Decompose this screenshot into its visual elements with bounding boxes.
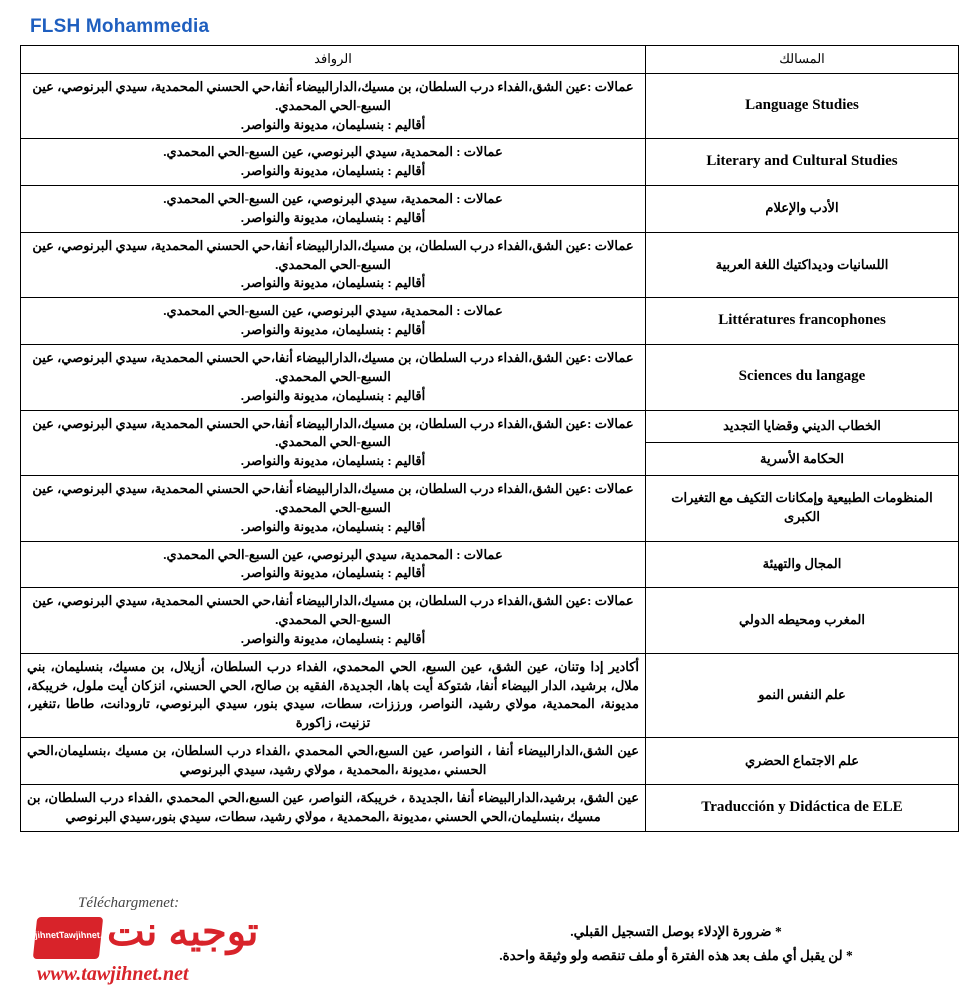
table-row [21, 588, 959, 654]
table-row [21, 232, 959, 298]
cell-masalik: Sciences du langage [646, 344, 959, 410]
logo-website-url: www.tawjihnet.net [37, 963, 189, 985]
cell-masalik: المجال والتهيئة [646, 541, 959, 588]
cell-masalik: Littératures francophones [646, 298, 959, 345]
cell-masalik: Language Studies [646, 73, 959, 139]
cell-rawafid: عمالات :عين الشق،الفداء درب السلطان، بن مسيك،الدارالبيضاء أنفا،حي الحسني المحمدية، سيدي البرنوصي، عين السبع-الحي المحمدي. أقاليم : بنسليمان، مديونة والنواصر. [21, 73, 646, 139]
page-title: FLSH Mohammedia [30, 16, 210, 37]
tawjihnet-logo [19, 910, 335, 985]
table-row [21, 298, 959, 345]
cell-rawafid: عمالات :عين الشق،الفداء درب السلطان، بن مسيك،الدارالبيضاء أنفا،حي الحسني المحمدية، سيدي البرنوصي، عين السبع-الحي المحمدي. أقاليم : بنسليمان، مديونة والنواصر. [21, 588, 646, 654]
cell-rawafid: عمالات : المحمدية، سيدي البرنوصي، عين السبع-الحي المحمدي. أقاليم : بنسليمان، مديونة والنواصر. [21, 541, 646, 588]
cell-masalik: علم النفس النمو [646, 653, 959, 737]
footer-note-2: * لن يقبل أي ملف بعد هذه الفترة أو ملف تنقصه ولو وثيقة واحدة. [499, 948, 853, 964]
table-body [21, 73, 959, 831]
table-row [21, 410, 959, 443]
logo-brand-arabic: توجيه نت [107, 910, 259, 954]
column-header-masalik: المسالك [646, 46, 959, 74]
footer-note-1: * ضرورة الإدلاء بوصل التسجيل القبلي. [570, 924, 782, 939]
table-row [21, 738, 959, 785]
footer-notes [396, 920, 956, 969]
cell-masalik: المنظومات الطبيعية وإمكانات التكيف مع التغيرات الكبرى [646, 476, 959, 542]
cell-rawafid: عين الشق، برشيد،الدارالبيضاء أنفا ،الجديدة ، خريبكة، النواصر، عين السبع،الحي المحمدي ،الفداء درب السلطان، بن مسيك ،بنسليمان،الحي الحسني ،مديونة ،المحمدية ، مولاي رشيد، سطات، سيدي بنور،سيدي البرنوصي [21, 784, 646, 831]
cell-rawafid: عين الشق،الدارالبيضاء أنفا ، النواصر، عين السبع،الحي المحمدي ،الفداء درب السلطان، بن مسيك ،بنسليمان،الحي الحسني ،مديونة ،المحمدية ، مولاي رشيد، سيدي البرنوصي [21, 738, 646, 785]
download-label: Téléchargmenet: [78, 895, 180, 911]
cell-rawafid: عمالات : المحمدية، سيدي البرنوصي، عين السبع-الحي المحمدي. أقاليم : بنسليمان، مديونة والنواصر. [21, 298, 646, 345]
cell-rawafid: عمالات : المحمدية، سيدي البرنوصي، عين السبع-الحي المحمدي. أقاليم : بنسليمان، مديونة والنواصر. [21, 186, 646, 233]
cell-masalik: المغرب ومحيطه الدولي [646, 588, 959, 654]
cell-rawafid: عمالات :عين الشق،الفداء درب السلطان، بن مسيك،الدارالبيضاء أنفا،حي الحسني المحمدية، سيدي البرنوصي، عين السبع-الحي المحمدي. أقاليم : بنسليمان، مديونة والنواصر. [21, 410, 646, 476]
logo-badge-text: tawjihnet Tawjihnet.net [19, 930, 117, 941]
cell-masalik: الأدب والإعلام [646, 186, 959, 233]
table-row [21, 73, 959, 139]
table-row [21, 139, 959, 186]
table-row [21, 541, 959, 588]
table-row [21, 476, 959, 542]
cell-masalik: Literary and Cultural Studies [646, 139, 959, 186]
table-row [21, 344, 959, 410]
table-row [21, 653, 959, 737]
cell-masalik: علم الاجتماع الحضري [646, 738, 959, 785]
table-row [21, 784, 959, 831]
cell-rawafid: عمالات : المحمدية، سيدي البرنوصي، عين السبع-الحي المحمدي. أقاليم : بنسليمان، مديونة والنواصر. [21, 139, 646, 186]
cell-rawafid: عمالات :عين الشق،الفداء درب السلطان، بن مسيك،الدارالبيضاء أنفا،حي الحسني المحمدية، سيدي البرنوصي، عين السبع-الحي المحمدي. أقاليم : بنسليمان، مديونة والنواصر. [21, 232, 646, 298]
cell-masalik: اللسانيات وديداكتيك اللغة العربية [646, 232, 959, 298]
cell-rawafid: أكادير إدا وتنان، عين الشق، عين السبع، الحي المحمدي، الفداء درب السلطان، أزيلال، بن مسيك، بنسليمان، بني ملال، برشيد، الدار البيضاء أنفا، شتوكة أيت باها، الجديدة، الفقيه بن صالح، الحي الحسني، انزكان أيت ملول، خريبكة، مديونة، المحمدية، مولاي رشيد، النواصر، ورززات، سطات، سيدي بنور، سيدي البرنوصي، تارودانت، طاطا ،تنغير، تزنيت، زاكورة [21, 653, 646, 737]
cell-rawafid: عمالات :عين الشق،الفداء درب السلطان، بن مسيك،الدارالبيضاء أنفا،حي الحسني المحمدية، سيدي البرنوصي، عين السبع-الحي المحمدي. أقاليم : بنسليمان، مديونة والنواصر. [21, 476, 646, 542]
table-header-row [21, 46, 959, 74]
column-header-rawafid: الروافد [21, 46, 646, 74]
cell-masalik: الحكامة الأسرية [646, 443, 959, 476]
table-header [21, 46, 959, 74]
cell-masalik: Traducción y Didáctica de ELE [646, 784, 959, 831]
table-row [21, 186, 959, 233]
programs-table [20, 45, 959, 832]
cell-masalik: الخطاب الديني وقضايا التجديد [646, 410, 959, 443]
cell-rawafid: عمالات :عين الشق،الفداء درب السلطان، بن مسيك،الدارالبيضاء أنفا،حي الحسني المحمدية، سيدي البرنوصي، عين السبع-الحي المحمدي. أقاليم : بنسليمان، مديونة والنواصر. [21, 344, 646, 410]
